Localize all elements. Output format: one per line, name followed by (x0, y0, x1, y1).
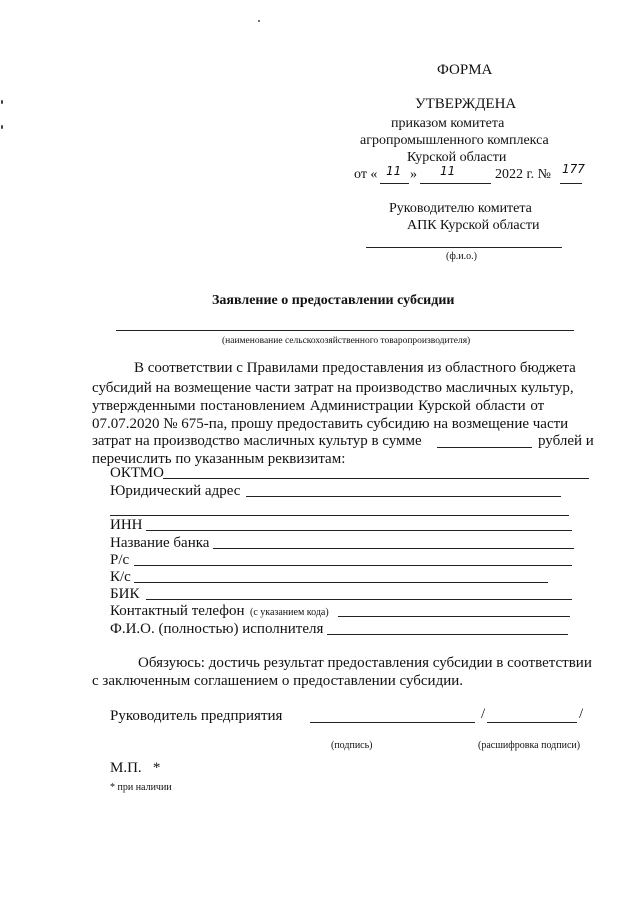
rs-label: Р/с (110, 552, 130, 568)
paragraph-line1: В соответствии с Правилами предоставления из областного бюджета (134, 360, 576, 376)
signature-line (310, 722, 475, 723)
date-mid: » (410, 167, 417, 182)
form-label: ФОРМА (437, 62, 493, 78)
head-label: Руководитель предприятия (110, 708, 283, 724)
oktmo-label: ОКТМО (110, 465, 164, 481)
paragraph-line2: субсидий на возмещение части затрат на производство масличных культур, (92, 380, 574, 396)
phone-line (338, 616, 570, 617)
executor-label: Ф.И.О. (полностью) исполнителя (110, 621, 324, 637)
rs-line (134, 565, 572, 566)
paragraph-line3: утвержденными постановлением Администрации Курской области от (92, 398, 545, 414)
legal-address-line (246, 496, 561, 497)
region-line: Курской области (407, 150, 507, 165)
day-underline (380, 183, 409, 184)
year-number-label: 2022 г. № (495, 167, 552, 182)
paragraph-line5a: затрат на производство масличных культур в сумме (92, 433, 422, 449)
approved-label: УТВЕРЖДЕНА (415, 96, 517, 112)
commitment-line2: с заключенным соглашением о предоставлении субсидии. (92, 673, 464, 689)
stamp-mp: М.П. * (110, 760, 161, 776)
document-title: Заявление о предоставлении субсидии (212, 293, 455, 308)
legal-address-line2 (110, 515, 569, 516)
amount-line (437, 447, 532, 448)
day-handwritten: 11 (386, 164, 402, 178)
legal-address-label: Юридический адрес (110, 483, 241, 499)
scan-speck (1, 100, 3, 104)
stamp-footnote: * при наличии (110, 782, 172, 793)
producer-caption: (наименование сельскохозяйственного товаропроизводителя) (222, 336, 471, 346)
order-line: приказом комитета (391, 116, 505, 131)
slash-right: / (579, 706, 584, 722)
committee-line: агропромышленного комплекса (360, 133, 549, 148)
decode-line (487, 722, 577, 723)
number-handwritten: 177 (562, 162, 585, 176)
month-handwritten: 11 (440, 164, 456, 178)
date-prefix: от « (354, 167, 378, 182)
ks-label: К/с (110, 569, 131, 585)
number-underline (560, 183, 582, 184)
paragraph-line6: перечислить по указанным реквизитам: (92, 451, 346, 467)
producer-line (116, 330, 574, 331)
month-underline (420, 183, 491, 184)
addressee-line2: АПК Курской области (407, 218, 540, 233)
decode-caption: (расшифровка подписи) (478, 740, 581, 751)
sign-caption: (подпись) (331, 740, 373, 751)
paragraph-line5b: рублей и (538, 433, 594, 449)
oktmo-line (163, 478, 589, 479)
inn-label: ИНН (110, 517, 143, 533)
executor-line (327, 634, 568, 635)
phone-note: (с указанием кода) (250, 607, 329, 618)
addressee-line1: Руководителю комитета (389, 201, 532, 216)
commitment-line1: Обязуюсь: достичь результат предоставления субсидии в соответствии (138, 655, 592, 671)
phone-label: Контактный телефон (110, 603, 245, 619)
inn-line (146, 530, 572, 531)
scan-speck (258, 20, 260, 22)
slash-left: / (481, 706, 486, 722)
bank-name-label: Название банка (110, 535, 210, 551)
ks-line (134, 582, 548, 583)
bank-name-line (213, 548, 574, 549)
bik-line (146, 599, 572, 600)
fio-caption: (ф.и.о.) (446, 251, 477, 262)
paragraph-line4: 07.07.2020 № 675-па, прошу предоставить субсидию на возмещение части (92, 416, 569, 432)
scan-speck (1, 125, 3, 129)
bik-label: БИК (110, 586, 140, 602)
fio-line (366, 247, 562, 248)
